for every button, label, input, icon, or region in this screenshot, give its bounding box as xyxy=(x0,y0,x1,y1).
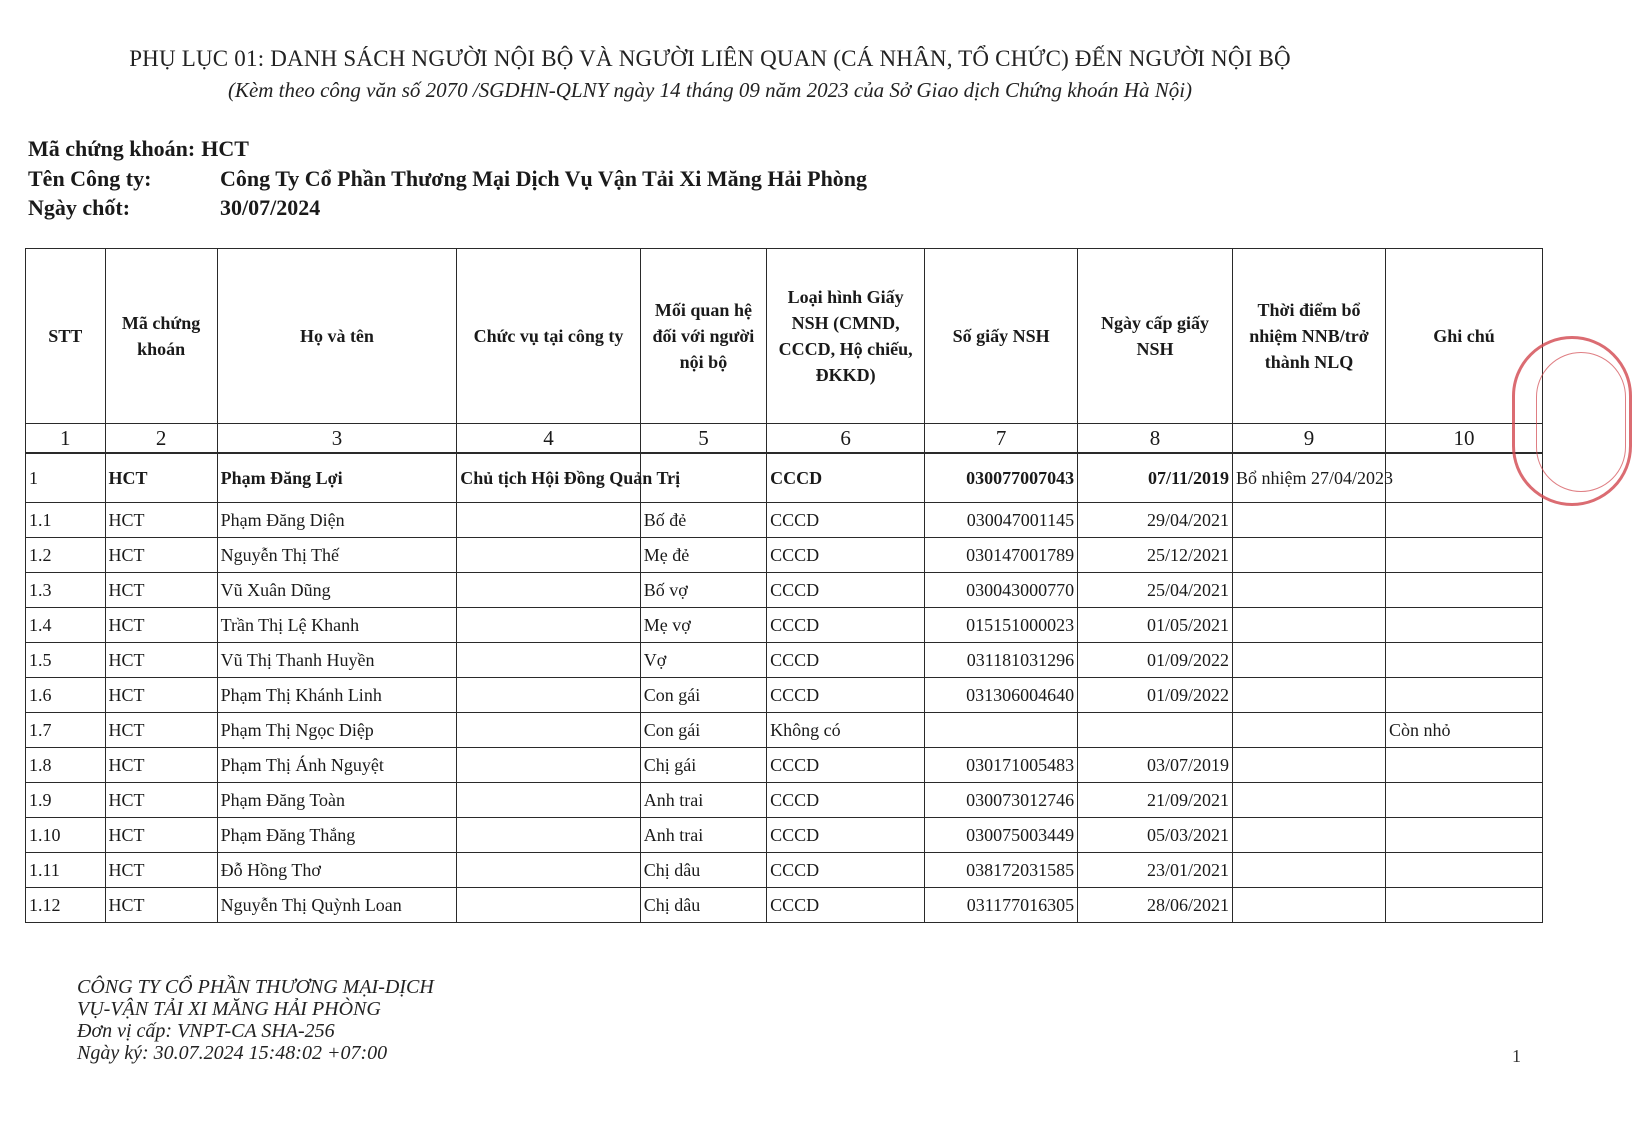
table-row xyxy=(26,608,1543,643)
doc-type-cell: CCCD xyxy=(767,888,925,923)
col-number: 3 xyxy=(217,424,457,454)
appointment-cell xyxy=(1233,643,1386,678)
stt-cell: 1.4 xyxy=(26,608,106,643)
appointment-cell xyxy=(1233,853,1386,888)
position-cell xyxy=(457,818,641,853)
relationship-cell: Bố đẻ xyxy=(640,503,766,538)
relationship-cell: Con gái xyxy=(640,713,766,748)
document-title: PHỤ LỤC 01: DANH SÁCH NGƯỜI NỘI BỘ VÀ NGƯỜI LIÊN QUAN (CÁ NHÂN, TỔ CHỨC) ĐẾN NGƯỜI NỘI BỘ xyxy=(129,46,1291,71)
position-cell xyxy=(457,643,641,678)
issue-date-cell: 28/06/2021 xyxy=(1078,888,1233,923)
name-cell: Nguyễn Thị Thế xyxy=(217,538,457,573)
stock-code-cell: HCT xyxy=(105,503,217,538)
stock-code-cell: HCT xyxy=(105,818,217,853)
relationship-cell: Chị dâu xyxy=(640,888,766,923)
col-number: 5 xyxy=(640,424,766,454)
appointment-cell xyxy=(1233,888,1386,923)
name-cell: Trần Thị Lệ Khanh xyxy=(217,608,457,643)
issue-date-cell: 21/09/2021 xyxy=(1078,783,1233,818)
issue-date-cell: 01/05/2021 xyxy=(1078,608,1233,643)
stock-code-cell: HCT xyxy=(105,783,217,818)
note-cell xyxy=(1385,783,1542,818)
table-row xyxy=(26,888,1543,923)
doc-type-cell: CCCD xyxy=(767,503,925,538)
stt-cell: 1.12 xyxy=(26,888,106,923)
doc-type-cell: CCCD xyxy=(767,678,925,713)
doc-number-cell: 030171005483 xyxy=(925,748,1078,783)
doc-number-cell: 015151000023 xyxy=(925,608,1078,643)
appointment-cell: Bổ nhiệm 27/04/2023 xyxy=(1233,453,1386,503)
position-cell xyxy=(457,783,641,818)
page-number: 1 xyxy=(1512,1046,1521,1066)
doc-type-cell: CCCD xyxy=(767,853,925,888)
stt-cell: 1.1 xyxy=(26,503,106,538)
table-row xyxy=(26,678,1543,713)
appointment-cell xyxy=(1233,678,1386,713)
issue-date-cell: 01/09/2022 xyxy=(1078,643,1233,678)
note-cell xyxy=(1385,643,1542,678)
name-cell: Đỗ Hồng Thơ xyxy=(217,853,457,888)
issue-date-cell: 07/11/2019 xyxy=(1078,453,1233,503)
digital-signature xyxy=(77,976,434,1064)
appointment-cell xyxy=(1233,538,1386,573)
name-cell: Vũ Xuân Dũng xyxy=(217,573,457,608)
note-cell: Còn nhỏ xyxy=(1385,713,1542,748)
appointment-cell xyxy=(1233,748,1386,783)
table-row xyxy=(26,748,1543,783)
doc-number-cell: 030075003449 xyxy=(925,818,1078,853)
signature-line: Đơn vị cấp: VNPT-CA SHA-256 xyxy=(77,1020,335,1042)
stock-code-label: Mã chứng khoán: xyxy=(28,136,196,161)
stock-code-cell: HCT xyxy=(105,643,217,678)
note-cell xyxy=(1385,818,1542,853)
issue-date-cell xyxy=(1078,713,1233,748)
col-number: 9 xyxy=(1233,424,1386,454)
position-cell xyxy=(457,853,641,888)
stt-cell: 1.5 xyxy=(26,643,106,678)
issue-date-cell: 29/04/2021 xyxy=(1078,503,1233,538)
note-cell xyxy=(1385,538,1542,573)
position-cell xyxy=(457,713,641,748)
name-cell: Phạm Đăng Lợi xyxy=(217,453,457,503)
doc-number-cell: 038172031585 xyxy=(925,853,1078,888)
doc-type-cell: CCCD xyxy=(767,573,925,608)
doc-type-cell: CCCD xyxy=(767,783,925,818)
relationship-cell: Chị gái xyxy=(640,748,766,783)
date-label: Ngày chốt: xyxy=(28,195,131,220)
col-number: 1 xyxy=(26,424,106,454)
name-cell: Phạm Đăng Thắng xyxy=(217,818,457,853)
appointment-cell xyxy=(1233,818,1386,853)
doc-number-cell: 030147001789 xyxy=(925,538,1078,573)
stt-cell: 1.10 xyxy=(26,818,106,853)
relationship-cell: Con gái xyxy=(640,678,766,713)
company-row xyxy=(28,166,867,192)
stt-cell: 1.9 xyxy=(26,783,106,818)
position-cell xyxy=(457,608,641,643)
name-cell: Phạm Thị Ngọc Diệp xyxy=(217,713,457,748)
table-row xyxy=(26,573,1543,608)
table-row xyxy=(26,643,1543,678)
stt-cell: 1 xyxy=(26,453,106,503)
col-header: Số giấy NSH xyxy=(925,249,1078,424)
stock-code-cell: HCT xyxy=(105,713,217,748)
relationship-cell: Mẹ vợ xyxy=(640,608,766,643)
note-cell xyxy=(1385,853,1542,888)
column-number-row xyxy=(26,424,1543,454)
table-row xyxy=(26,853,1543,888)
company-seal-inner-ring xyxy=(1536,352,1626,492)
doc-type-cell: CCCD xyxy=(767,748,925,783)
appointment-cell xyxy=(1233,608,1386,643)
note-cell xyxy=(1385,503,1542,538)
doc-type-cell: CCCD xyxy=(767,538,925,573)
name-cell: Phạm Đăng Toàn xyxy=(217,783,457,818)
doc-type-cell: CCCD xyxy=(767,453,925,503)
document-subtitle: (Kèm theo công văn số 2070 /SGDHN-QLNY ngày 14 tháng 09 năm 2023 của Sở Giao dịch Chứng khoán Hà Nội) xyxy=(227,78,1193,102)
col-number: 10 xyxy=(1385,424,1542,454)
issue-date-cell: 25/12/2021 xyxy=(1078,538,1233,573)
table-row xyxy=(26,818,1543,853)
col-header: Thời điểm bổ nhiệm NNB/trở thành NLQ xyxy=(1233,249,1386,424)
relationship-cell: Bố vợ xyxy=(640,573,766,608)
stock-code-cell: HCT xyxy=(105,888,217,923)
header-row xyxy=(26,249,1543,424)
doc-number-cell: 030073012746 xyxy=(925,783,1078,818)
col-number: 4 xyxy=(457,424,641,454)
col-number: 6 xyxy=(767,424,925,454)
col-header: Loại hình Giấy NSH (CMND, CCCD, Hộ chiếu, ĐKKD) xyxy=(767,249,925,424)
stock-code-cell: HCT xyxy=(105,573,217,608)
stock-code-value: HCT xyxy=(201,136,249,161)
relationship-cell: Anh trai xyxy=(640,783,766,818)
stt-cell: 1.8 xyxy=(26,748,106,783)
col-number: 8 xyxy=(1078,424,1233,454)
appointment-cell xyxy=(1233,713,1386,748)
stock-code-cell: HCT xyxy=(105,678,217,713)
issue-date-cell: 03/07/2019 xyxy=(1078,748,1233,783)
appointment-cell xyxy=(1233,783,1386,818)
note-cell xyxy=(1385,748,1542,783)
name-cell: Phạm Đăng Diện xyxy=(217,503,457,538)
table-row xyxy=(26,538,1543,573)
stt-cell: 1.11 xyxy=(26,853,106,888)
col-header: Chức vụ tại công ty xyxy=(457,249,641,424)
col-number: 7 xyxy=(925,424,1078,454)
appointment-cell xyxy=(1233,573,1386,608)
position-cell xyxy=(457,888,641,923)
note-cell xyxy=(1385,608,1542,643)
date-value: 30/07/2024 xyxy=(220,195,321,220)
doc-number-cell: 030047001145 xyxy=(925,503,1078,538)
col-header: Mã chứng khoán xyxy=(105,249,217,424)
relationship-cell: Anh trai xyxy=(640,818,766,853)
doc-type-cell: CCCD xyxy=(767,818,925,853)
table-row xyxy=(26,783,1543,818)
table-row xyxy=(26,503,1543,538)
signature-line: VỤ-VẬN TẢI XI MĂNG HẢI PHÒNG xyxy=(77,998,381,1020)
stt-cell: 1.6 xyxy=(26,678,106,713)
signature-line: Ngày ký: 30.07.2024 15:48:02 +07:00 xyxy=(77,1042,388,1064)
note-cell xyxy=(1385,888,1542,923)
name-cell: Phạm Thị Ánh Nguyệt xyxy=(217,748,457,783)
col-header: Ghi chú xyxy=(1385,249,1542,424)
stt-cell: 1.2 xyxy=(26,538,106,573)
position-cell xyxy=(457,573,641,608)
doc-type-cell: CCCD xyxy=(767,643,925,678)
doc-number-cell: 031181031296 xyxy=(925,643,1078,678)
col-header: STT xyxy=(26,249,106,424)
table-row xyxy=(26,453,1543,503)
doc-type-cell: CCCD xyxy=(767,608,925,643)
position-cell xyxy=(457,503,641,538)
doc-number-cell: 030077007043 xyxy=(925,453,1078,503)
name-cell: Phạm Thị Khánh Linh xyxy=(217,678,457,713)
insider-table xyxy=(25,248,1543,923)
company-value: Công Ty Cổ Phần Thương Mại Dịch Vụ Vận Tải Xi Măng Hải Phòng xyxy=(220,166,868,191)
date-row xyxy=(28,195,320,221)
issue-date-cell: 01/09/2022 xyxy=(1078,678,1233,713)
stock-code-cell: HCT xyxy=(105,853,217,888)
doc-number-cell: 031177016305 xyxy=(925,888,1078,923)
stock-code-cell: HCT xyxy=(105,453,217,503)
stt-cell: 1.3 xyxy=(26,573,106,608)
col-number: 2 xyxy=(105,424,217,454)
doc-number-cell: 030043000770 xyxy=(925,573,1078,608)
relationship-cell: Chị dâu xyxy=(640,853,766,888)
col-header: Họ và tên xyxy=(217,249,457,424)
stock-code-cell: HCT xyxy=(105,538,217,573)
company-label: Tên Công ty: xyxy=(28,166,152,191)
stt-cell: 1.7 xyxy=(26,713,106,748)
position-cell: Chủ tịch Hội Đồng Quản Trị xyxy=(457,453,641,503)
relationship-cell: Vợ xyxy=(640,643,766,678)
stock-code-row xyxy=(28,136,249,162)
name-cell: Nguyễn Thị Quỳnh Loan xyxy=(217,888,457,923)
col-header: Ngày cấp giấy NSH xyxy=(1078,249,1233,424)
stock-code-cell: HCT xyxy=(105,608,217,643)
signature-line: CÔNG TY CỔ PHẦN THƯƠNG MẠI-DỊCH xyxy=(77,976,434,998)
doc-number-cell xyxy=(925,713,1078,748)
note-cell xyxy=(1385,573,1542,608)
col-header: Mối quan hệ đối với người nội bộ xyxy=(640,249,766,424)
issue-date-cell: 25/04/2021 xyxy=(1078,573,1233,608)
issue-date-cell: 05/03/2021 xyxy=(1078,818,1233,853)
position-cell xyxy=(457,748,641,783)
position-cell xyxy=(457,678,641,713)
appointment-cell xyxy=(1233,503,1386,538)
relationship-cell: Mẹ đẻ xyxy=(640,538,766,573)
name-cell: Vũ Thị Thanh Huyền xyxy=(217,643,457,678)
issue-date-cell: 23/01/2021 xyxy=(1078,853,1233,888)
doc-type-cell: Không có xyxy=(767,713,925,748)
table-row xyxy=(26,713,1543,748)
doc-number-cell: 031306004640 xyxy=(925,678,1078,713)
position-cell xyxy=(457,538,641,573)
note-cell xyxy=(1385,678,1542,713)
stock-code-cell: HCT xyxy=(105,748,217,783)
